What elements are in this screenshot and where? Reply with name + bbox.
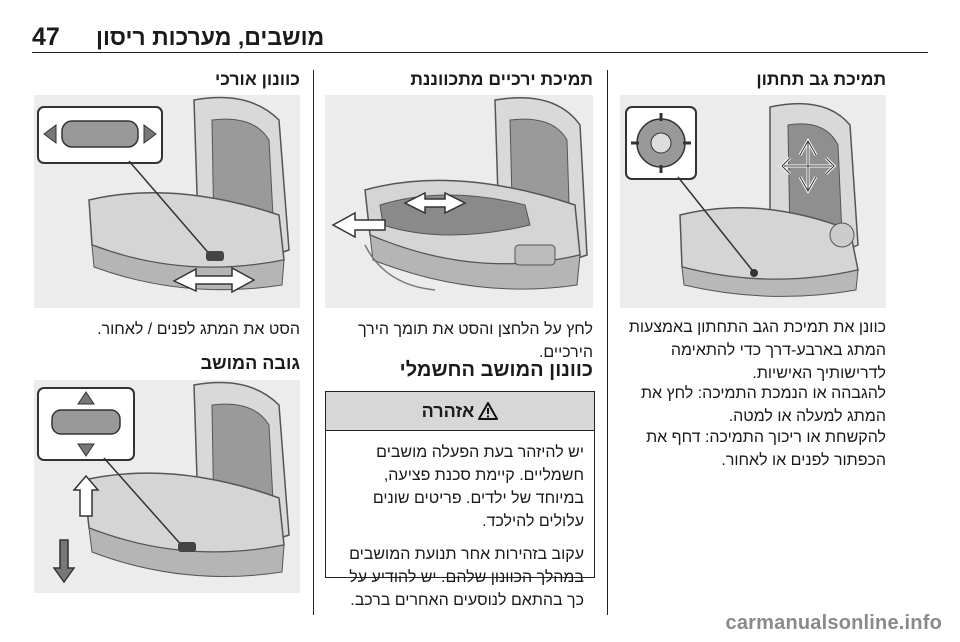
warning-paragraph-2: עקוב בזהירות אחר תנועת המושבים במהלך הכוונון שלהם. יש להודיע על כך בהתאם לנוסעים האחרים ברכב.	[349, 546, 584, 609]
warning-paragraph-1: יש להיזהר בעת הפעלה מושבים חשמליים. קיימת סכנת פציעה, במיוחד של ילדים. פריטים שונים עלולים להילכד.	[372, 444, 584, 530]
warning-body	[326, 431, 594, 612]
lumbar-support-figure	[620, 95, 886, 308]
lumbar-paragraph-2: להגבהה או הנמכת התמיכה: לחץ את המתג למעלה או למטה.	[640, 385, 886, 425]
lumbar-support-title: תמיכת גב תחתון	[756, 69, 886, 89]
column-divider-right	[607, 70, 608, 615]
height-seat-illustration	[34, 380, 300, 593]
page-number: 47	[32, 23, 60, 51]
seat-height-figure	[34, 380, 300, 593]
longitudinal-caption: הסט את המתג לפנים / לאחור.	[97, 321, 300, 338]
power-seat-heading: כוונון המושב החשמלי	[399, 359, 593, 381]
warning-triangle-icon	[478, 402, 498, 420]
longitudinal-figure	[34, 95, 300, 308]
thigh-support-caption: לחץ על הלחצן והסט את תומך הירך הירכיים.	[358, 321, 593, 361]
seat-height-heading: גובה המושב	[200, 353, 300, 373]
warning-box	[325, 391, 595, 609]
thigh-support-title: תמיכת ירכיים מתכווננת	[410, 69, 593, 89]
lumbar-paragraph-1: כוונן את תמיכת הגב התחתון באמצעות המתג בארבע-דרך כדי להתאימה לדרישותיך האישיות.	[628, 319, 886, 382]
thigh-support-figure	[325, 95, 593, 308]
page-title: מושבים, מערכות ריסון	[96, 24, 325, 50]
lumbar-seat-illustration	[620, 95, 886, 308]
page-header	[32, 22, 928, 53]
column-divider-left	[313, 70, 314, 615]
warning-title: אזהרה	[421, 400, 475, 421]
lumbar-paragraph-3: להקשחת או ריכוך התמיכה: דחף את הכפתור לפנים או לאחור.	[646, 429, 886, 469]
longitudinal-adjustment-title: כוונון אורכי	[215, 69, 300, 89]
longitudinal-seat-illustration	[34, 95, 300, 308]
warning-header	[326, 392, 594, 431]
footer-watermark: carmanualsonline.info	[725, 612, 942, 634]
thigh-seat-illustration	[325, 95, 593, 308]
